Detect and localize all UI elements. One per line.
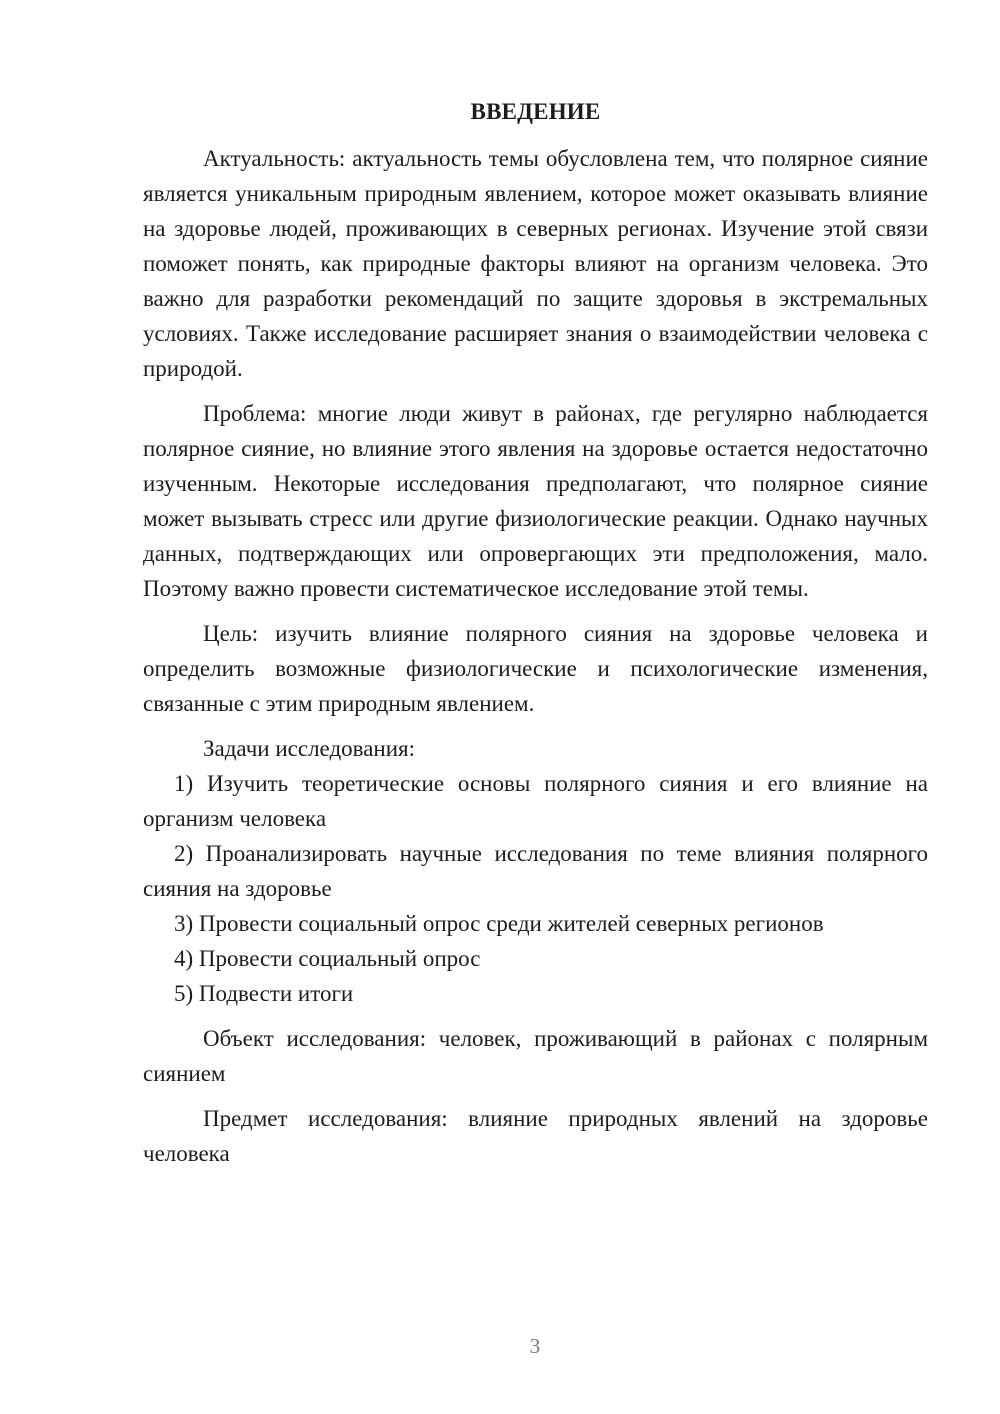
tasks-list [143, 766, 928, 1011]
subject-paragraph: Предмет исследования: влияние природных явлений на здоровье человека [143, 1106, 928, 1166]
page-title: ВВЕДЕНИЕ [470, 99, 601, 124]
object-paragraph: Объект исследования: человек, проживающий в районах с полярным сиянием [143, 1026, 928, 1086]
relevance-paragraph: Актуальность: актуальность темы обусловлена тем, что полярное сияние является уникальным природным явлением, которое может оказывать влияние на здоровье людей, проживающих в северных регионах. Изучение этой связи поможет понять, как природные факторы влияют на организм человека. Это важно для разработки рекомендаций по защите здоровья в экстремальных условиях. Также исследование расширяет знания о взаимодействии человека с природой. [143, 146, 928, 381]
problem-paragraph: Проблема: многие люди живут в районах, где регулярно наблюдается полярное сияние, но влияние этого явления на здоровье остается недостаточно изученным. Некоторые исследования предполагают, что полярное сияние может вызывать стресс или другие физиологические реакции. Однако научных данных, подтверждающих или опровергающих эти предположения, мало. Поэтому важно провести систематическое исследование этой темы. [143, 401, 928, 601]
list-item: 5) Подвести итоги [174, 981, 354, 1006]
list-item: 1) Изучить теоретические основы полярного сияния и его влияние на организм человека [143, 771, 928, 831]
tasks-title: Задачи исследования: [203, 736, 416, 761]
list-item: 2) Проанализировать научные исследования по теме влияния полярного сияния на здоровье [143, 841, 928, 901]
goal-paragraph: Цель: изучить влияние полярного сияния на здоровье человека и определить возможные физиологические и психологические изменения, связанные с этим природным явлением. [143, 621, 928, 716]
list-item: 3) Провести социальный опрос среди жителей северных регионов [174, 911, 824, 936]
page-content [143, 94, 928, 1171]
page-number: 3 [529, 1334, 541, 1358]
list-item: 4) Провести социальный опрос [174, 946, 481, 971]
